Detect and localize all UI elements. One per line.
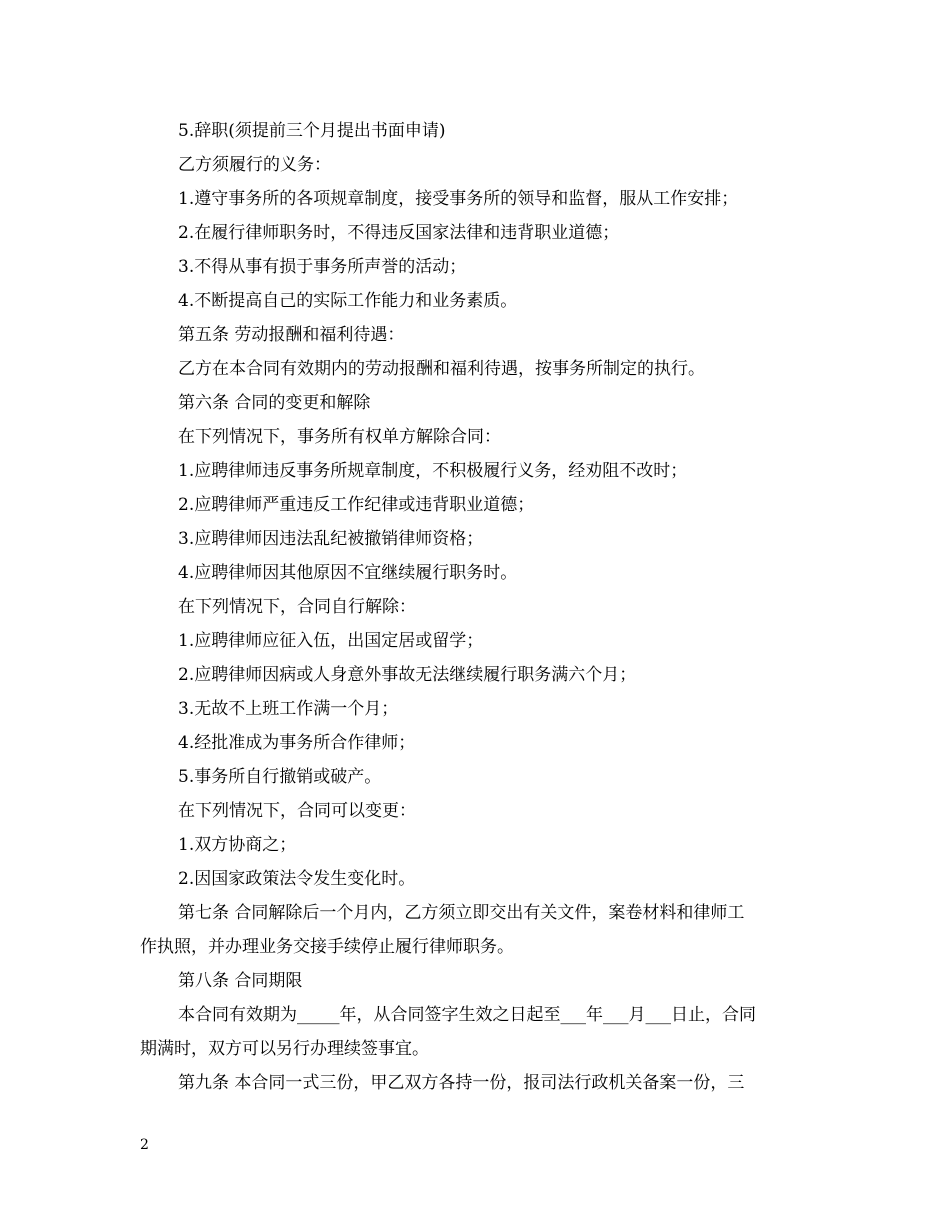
- paragraph-line: 乙方须履行的义务：: [178, 155, 331, 175]
- paragraph-line: 作执照，并办理业务交接手续停止履行律师职务。: [140, 937, 514, 957]
- paragraph-line: 4.经批准成为事务所合作律师；: [178, 733, 416, 753]
- paragraph-line: 在下列情况下，事务所有权单方解除合同：: [178, 427, 501, 447]
- section-heading: 第六条 合同的变更和解除: [178, 393, 371, 413]
- paragraph-line: 在下列情况下，合同自行解除：: [178, 597, 416, 617]
- section-heading: 第七条 合同解除后一个月内，乙方须立即交出有关文件，案卷材料和律师工: [178, 903, 745, 923]
- paragraph-line: 1.遵守事务所的各项规章制度，接受事务所的领导和监督，服从工作安排；: [178, 189, 739, 209]
- paragraph-line: 在下列情况下，合同可以变更：: [178, 801, 416, 821]
- section-heading: 第八条 合同期限: [178, 971, 303, 991]
- paragraph-line: 3.不得从事有损于事务所声誉的活动；: [178, 257, 467, 277]
- section-heading: 第五条 劳动报酬和福利待遇：: [178, 325, 405, 345]
- paragraph-line: 1.应聘律师违反事务所规章制度，不积极履行义务，经劝阻不改时；: [178, 461, 688, 481]
- paragraph-line: 5.事务所自行撤销或破产。: [178, 767, 382, 787]
- paragraph-line: 2.因国家政策法令发生变化时。: [178, 869, 416, 889]
- paragraph-line: 1.应聘律师应征入伍，出国定居或留学；: [178, 631, 484, 651]
- section-heading: 第九条 本合同一式三份，甲乙双方各持一份，报司法行政机关备案一份，三: [178, 1073, 745, 1093]
- page-number: 2: [140, 1137, 149, 1153]
- paragraph-line: 2.在履行律师职务时，不得违反国家法律和违背职业道德；: [178, 223, 620, 243]
- paragraph-line: 期满时，双方可以另行办理续签事宜。: [140, 1039, 429, 1059]
- paragraph-line: 2.应聘律师严重违反工作纪律或违背职业道德；: [178, 495, 535, 515]
- paragraph-line: 3.应聘律师因违法乱纪被撤销律师资格；: [178, 529, 484, 549]
- paragraph-line: 本合同有效期为_____年，从合同签字生效之日起至___年___月___日止，合同: [178, 1005, 756, 1025]
- paragraph-line: 5.辞职(须提前三个月提出书面申请): [178, 121, 446, 141]
- paragraph-line: 2.应聘律师因病或人身意外事故无法继续履行职务满六个月；: [178, 665, 637, 685]
- paragraph-line: 4.不断提高自己的实际工作能力和业务素质。: [178, 291, 518, 311]
- paragraph-line: 乙方在本合同有效期内的劳动报酬和福利待遇，按事务所制定的执行。: [178, 359, 705, 379]
- paragraph-line: 1.双方协商之；: [178, 835, 297, 855]
- paragraph-line: 3.无故不上班工作满一个月；: [178, 699, 399, 719]
- paragraph-line: 4.应聘律师因其他原因不宜继续履行职务时。: [178, 563, 518, 583]
